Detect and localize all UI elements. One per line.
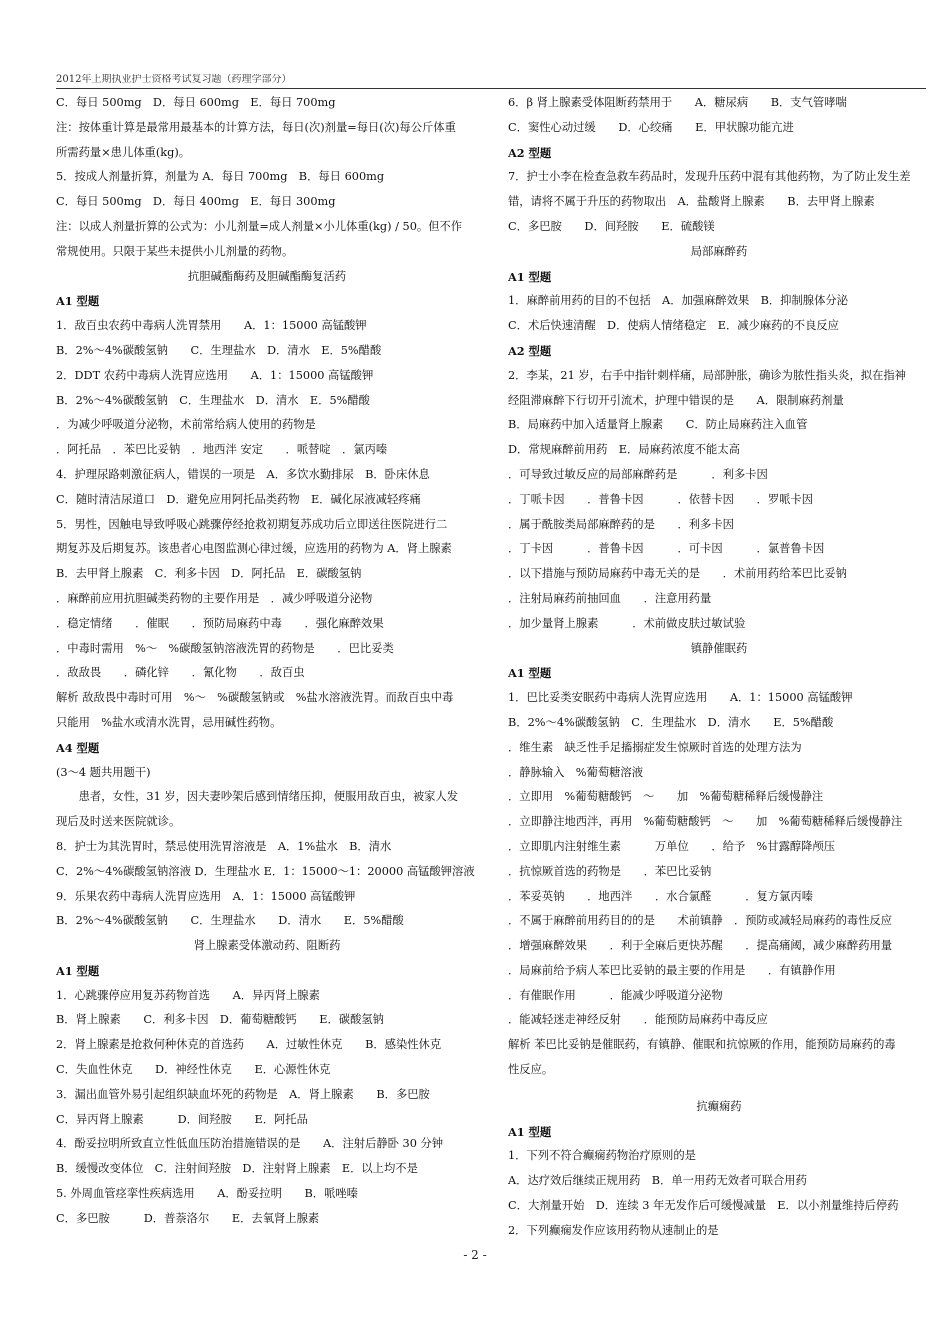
- text-line: ．局麻前给予病人苯巴比妥钠的最主要的作用是 ．有镇静作用: [508, 963, 836, 977]
- text-line: 5．男性，因触电导致呼吸心跳骤停经抢救初期复苏成功后立即送往医院进行二: [56, 517, 448, 531]
- text-line: C．大剂量开始 D．连续 3 年无发作后可缓慢减量 E．以小剂量维持后停药: [508, 1199, 899, 1213]
- text-line: 4．护理尿路刺激征病人，错误的一项是 A．多饮水勤排尿 B．卧床休息: [56, 467, 430, 481]
- text-line: C．异丙肾上腺素 D．间羟胺 E．阿托品: [56, 1112, 308, 1126]
- text-line: ．加少量肾上腺素 ．术前做皮肤过敏试验: [508, 616, 746, 630]
- text-line: ．静脉输入 %葡萄糖溶液: [508, 765, 644, 779]
- text-line: ．抗惊厥首选的药物是 ．苯巴比妥钠: [508, 864, 712, 878]
- text-line: ．增强麻醉效果 ．利于全麻后更快苏醒 ．提高痛阈，减少麻醉药用量: [508, 939, 893, 953]
- question-type-label: A1 型题: [56, 963, 100, 978]
- section-heading: 抗癫痫药: [696, 1099, 742, 1113]
- text-line: 解析 苯巴比妥钠是催眠药，有镇静、催眠和抗惊厥的作用，能预防局麻药的毒: [508, 1038, 896, 1052]
- text-line: 8．护士为其洗胃时，禁忌使用洗胃溶液是 A．1%盐水 B．清水: [56, 839, 392, 853]
- text-line: 7．护士小李在检查急救车药品时，发现升压药中混有其他药物，为了防止发生差: [508, 170, 911, 184]
- text-line: ．丁哌卡因 ．普鲁卡因 ．依替卡因 ．罗哌卡因: [508, 492, 814, 506]
- text-line: ．中毒时需用 %～ %碳酸氢钠溶液洗胃的药物是 ．巴比妥类: [56, 641, 394, 655]
- text-line: C．每日 500mg D．每日 400mg E．每日 300mg: [56, 195, 336, 209]
- question-type-label: A1 型题: [508, 1124, 552, 1139]
- text-line: A．达疗效后继续正规用药 B．单一用药无效者可联合用药: [508, 1174, 807, 1188]
- text-line: 1．下列不符合癫痫药物治疗原则的是: [508, 1149, 696, 1163]
- text-line: ．麻醉前应用抗胆碱类药物的主要作用是 ．减少呼吸道分泌物: [56, 591, 373, 605]
- text-line: 现后及时送来医院就诊。: [56, 815, 181, 829]
- text-line: (3～4 题共用题干): [56, 765, 151, 779]
- text-line: B．2%～4%碳酸氢钠 C．生理盐水 D．清水 E．5%醋酸: [508, 715, 834, 729]
- section-heading: 肾上腺素受体激动药、阻断药: [193, 939, 341, 953]
- question-type-label: A1 型题: [508, 666, 552, 681]
- text-line: 1．敌百虫农药中毒病人洗胃禁用 A．1：15000 高锰酸钾: [56, 319, 367, 333]
- text-line: 性反应。: [508, 1063, 554, 1077]
- question-type-label: A1 型题: [56, 294, 100, 309]
- question-type-label: A1 型题: [508, 269, 552, 284]
- text-line: B．2%～4%碳酸氢钠 C．生理盐水 D．清水 E．5%醋酸: [56, 393, 370, 407]
- section-heading: 局部麻醉药: [690, 244, 748, 258]
- text-line: 2．李某，21 岁，右手中指针刺样痛，局部肿胀，确诊为脓性指头炎，拟在指神: [508, 368, 906, 382]
- text-line: ．敌敌畏 ．磷化锌 ．氰化物 ．敌百虫: [56, 666, 305, 680]
- text-line: 2．DDT 农药中毒病人洗胃应选用 A．1：15000 高锰酸钾: [56, 368, 374, 382]
- text-line: 所需药量×患儿体重(kg)。: [56, 145, 191, 159]
- text-line: 5. 外周血管痉挛性疾病选用 A．酚妥拉明 B．哌唑嗪: [56, 1187, 358, 1201]
- text-line: ．为减少呼吸道分泌物，术前常给病人使用的药物是: [56, 418, 316, 432]
- text-line: 6．β 肾上腺素受体阻断药禁用于 A．糖尿病 B．支气管哮喘: [508, 96, 847, 109]
- text-line: ．维生素 缺乏性手足搐搦症发生惊厥时首选的处理方法为: [508, 740, 802, 754]
- text-line: 1．麻醉前用药的目的不包括 A．加强麻醉效果 B．抑制腺体分泌: [508, 294, 848, 308]
- text-line: 患者，女性，31 岁，因夫妻吵架后感到情绪压抑，便服用敌百虫，被家人发: [56, 790, 459, 804]
- text-line: ．立即静注地西泮，再用 %葡萄糖酸钙 ～ 加 %葡萄糖稀释后缓慢静注: [508, 815, 903, 829]
- section-heading: 镇静催眠药: [690, 641, 748, 655]
- text-line: ．可导致过敏反应的局部麻醉药是 ．利多卡因: [508, 467, 768, 481]
- text-line: B．去甲肾上腺素 C．利多卡因 D．阿托品 E．碳酸氢钠: [56, 567, 362, 581]
- text-line: 2．下列癫痫发作应该用药物从速制止的是: [508, 1223, 719, 1237]
- text-line: 9．乐果农药中毒病人洗胃应选用 A．1：15000 高锰酸钾: [56, 889, 356, 903]
- section-heading: 抗胆碱酯酶药及胆碱酯酶复活药: [187, 269, 347, 283]
- text-line: ．能减轻迷走神经反射 ．能预防局麻药中毒反应: [508, 1013, 768, 1027]
- text-line: B．局麻药中加入适量肾上腺素 C．防止局麻药注入血管: [508, 418, 808, 432]
- text-line: C．术后快速清醒 D．使病人情绪稳定 E．减少麻药的不良反应: [508, 319, 839, 333]
- text-line: 5．按成人剂量折算，剂量为 A．每日 700mg B．每日 600mg: [56, 170, 385, 184]
- text-line: 解析 敌敌畏中毒时可用 %～ %碳酸氢钠或 %盐水溶液洗胃。而敌百虫中毒: [56, 691, 454, 705]
- text-line: ．立即肌内注射维生素 万单位 ．给予 %甘露醇降颅压: [508, 839, 836, 853]
- text-line: ．不属于麻醉前用药目的的是 术前镇静 ．预防或减轻局麻药的毒性反应: [508, 914, 893, 928]
- text-line: C．失血性休克 D．神经性休克 E．心源性休克: [56, 1063, 331, 1077]
- text-line: ．有催眠作用 ．能减少呼吸道分泌物: [508, 988, 723, 1002]
- text-line: 注：按体重计算是最常用最基本的计算方法，每日(次)剂量=每日(次)每公斤体重: [56, 120, 456, 134]
- page-header: 2012年上期执业护士资格考试复习题（药理学部分）: [56, 74, 926, 89]
- right-column: [508, 91, 930, 1244]
- text-line: ．稳定情绪 ．催眠 ．预防局麻药中毒 ．强化麻醉效果: [56, 616, 384, 630]
- page-number: - 2 -: [463, 1248, 487, 1262]
- text-line: B．肾上腺素 C．利多卡因 D．葡萄糖酸钙 E．碳酸氢钠: [56, 1013, 384, 1027]
- text-line: ．丁卡因 ．普鲁卡因 ．可卡因 ．氯普鲁卡因: [508, 542, 825, 556]
- text-line: 经阻滞麻醉下行切开引流术，护理中错误的是 A．限制麻药剂量: [508, 393, 844, 407]
- text-line: B．2%～4%碳酸氢钠 C．生理盐水 D．清水 E．5%醋酸: [56, 914, 404, 928]
- question-type-label: A2 型题: [508, 145, 552, 160]
- text-line: 期复苏及后期复苏。该患者心电图监测心律过缓，应选用的药物为 A．肾上腺素: [56, 542, 452, 556]
- text-line: ．属于酰胺类局部麻醉药的是 ．利多卡因: [508, 517, 734, 531]
- text-line: 2．肾上腺素是抢救何种休克的首选药 A．过敏性休克 B．感染性休克: [56, 1038, 442, 1052]
- text-line: C．多巴胺 D．间羟胺 E．硫酸镁: [508, 219, 715, 233]
- question-type-label: A2 型题: [508, 343, 552, 358]
- text-line: 3．漏出血管外易引起组织缺血坏死的药物是 A．肾上腺素 B．多巴胺: [56, 1087, 430, 1101]
- text-line: D．常规麻醉前用药 E．局麻药浓度不能太高: [508, 443, 740, 457]
- text-line: ．注射局麻药前抽回血 ．注意用药量: [508, 591, 712, 605]
- text-line: C．随时清洁尿道口 D．避免应用阿托品类药物 E．碱化尿液减轻疼痛: [56, 492, 421, 506]
- text-line: 1．心跳骤停应用复苏药物首选 A．异丙肾上腺素: [56, 988, 320, 1002]
- text-line: 4．酚妥拉明所致直立性低血压防治措施错误的是 A．注射后静卧 30 分钟: [56, 1137, 444, 1151]
- question-type-label: A4 型题: [56, 740, 100, 755]
- text-line: 只能用 %盐水或清水洗胃，忌用碱性药物。: [56, 715, 282, 729]
- text-line: 注：以成人剂量折算的公式为：小儿剂量=成人剂量×小儿体重(kg) / 50。但不作: [56, 219, 463, 233]
- text-line: B．缓慢改变体位 C．注射间羟胺 D．注射肾上腺素 E．以上均不是: [56, 1162, 418, 1176]
- text-line: B．2%～4%碳酸氢钠 C．生理盐水 D．清水 E．5%醋酸: [56, 343, 382, 357]
- text-line: C．窦性心动过缓 D．心绞痛 E．甲状腺功能亢进: [508, 120, 794, 134]
- text-line: ．以下措施与预防局麻药中毒无关的是 ．术前用药给苯巴比妥钠: [508, 567, 847, 581]
- text-line: C．每日 500mg D．每日 600mg E．每日 700mg: [56, 96, 336, 109]
- text-line: ．苯妥英钠 ．地西泮 ．水合氯醛 ．复方氯丙嗪: [508, 889, 814, 903]
- text-line: ．立即用 %葡萄糖酸钙 ～ 加 %葡萄糖稀释后缓慢静注: [508, 790, 824, 804]
- text-line: 1．巴比妥类安眠药中毒病人洗胃应选用 A．1：15000 高锰酸钾: [508, 691, 853, 705]
- left-column: [56, 91, 478, 1232]
- text-line: C．2%～4%碳酸氢钠溶液 D．生理盐水 E．1：15000～1：20000 高锰酸钾溶液: [56, 864, 475, 878]
- text-line: 常规使用。只限于某些未提供小儿剂量的药物。: [56, 244, 294, 258]
- text-line: C．多巴胺 D．普萘洛尔 E．去氧肾上腺素: [56, 1211, 320, 1225]
- text-line: [508, 1083, 930, 1095]
- text-line: 错，请将不属于升压的药物取出 A．盐酸肾上腺素 B．去甲肾上腺素: [508, 195, 875, 209]
- text-line: ．阿托品 ．苯巴比妥钠 ．地西泮 安定 ．哌替啶 ．氯丙嗪: [56, 443, 388, 457]
